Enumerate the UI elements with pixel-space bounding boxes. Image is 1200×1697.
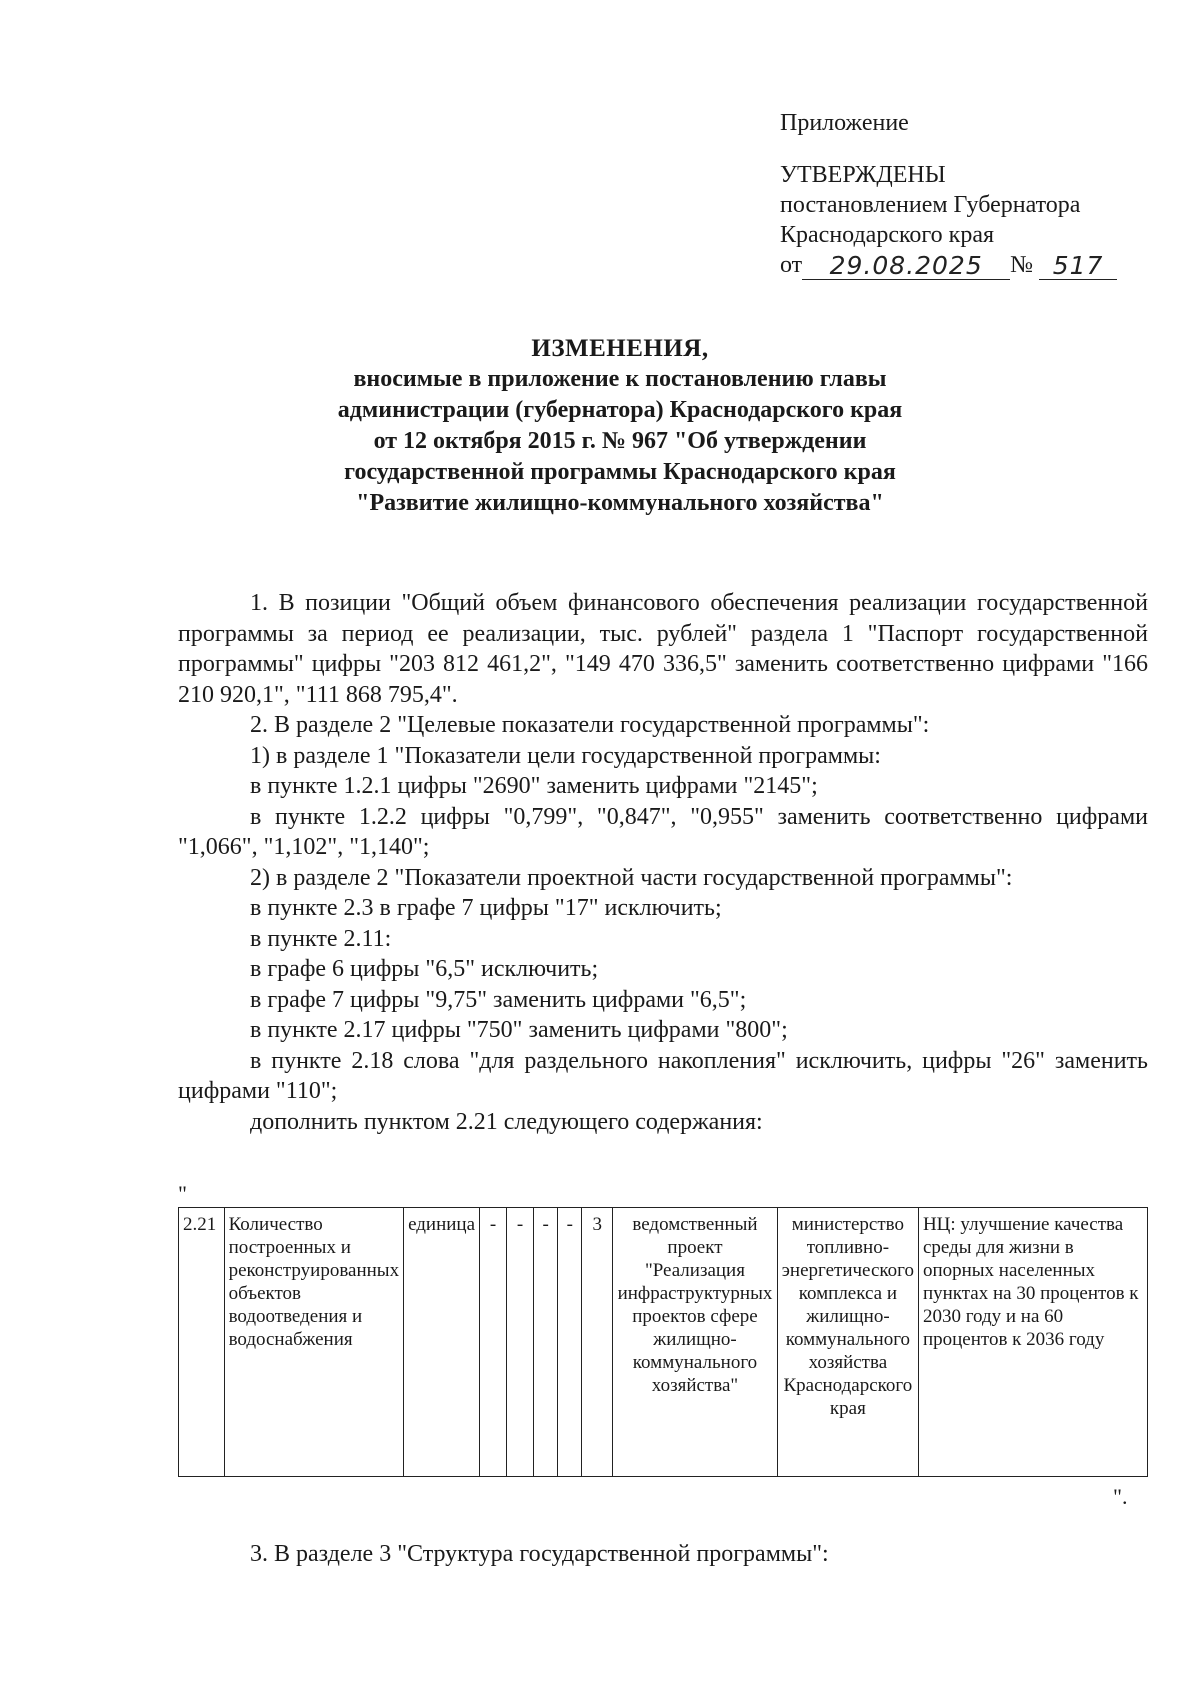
title-main: ИЗМЕНЕНИЯ, <box>531 335 709 362</box>
paragraph-6: 2) в разделе 2 "Показатели проектной части государственной программы": <box>250 864 1013 891</box>
approval-block <box>780 108 1117 280</box>
quote-open: " <box>178 1181 187 1206</box>
date-prefix: от <box>780 252 803 278</box>
title-line: администрации (губернатора) Краснодарского края <box>337 397 903 423</box>
title-line: государственной программы Краснодарского края <box>344 459 896 485</box>
title-line: вносимые в приложение к постановлению главы <box>353 366 887 392</box>
cell-col6: - <box>534 1208 558 1477</box>
title-line: от 12 октября 2015 г. № 967 "Об утверждении <box>373 428 867 454</box>
body-text <box>178 588 1148 1137</box>
approval-line-1: постановлением Губернатора <box>780 192 1081 218</box>
paragraph-5: в пункте 1.2.2 цифры "0,799", "0,847", "0,955" заменить соответственно цифрами "1,066", "1,102", "1,140"; <box>178 803 1148 860</box>
handwritten-number: 517 <box>1039 253 1117 280</box>
title-line: "Развитие жилищно-коммунального хозяйства" <box>356 490 884 516</box>
paragraph-8: в пункте 2.11: <box>250 925 392 952</box>
cell-col8: 3 <box>582 1208 613 1477</box>
cell-col5: - <box>507 1208 534 1477</box>
cell-ministry: министерство топливно-энергетического комплекса и жилищно-коммунального хозяйства Краснодарского края <box>777 1208 918 1477</box>
document-title <box>250 333 990 519</box>
paragraph-1: 1. В позиции "Общий объем финансового обеспечения реализации государственной программы за период ее реализации, тыс. рублей" раздела 1 "Паспорт государственной программы" цифры "203 812 461,2", "149 470 336,5" заменить соответственно цифрами "166 210 920,1", "111 868 795,4". <box>178 590 1148 708</box>
inserted-row-table <box>178 1207 1148 1477</box>
approved-label: УТВЕРЖДЕНЫ <box>780 162 946 188</box>
cell-number: 2.21 <box>179 1208 225 1477</box>
handwritten-date: 29.08.2025 <box>802 253 1010 280</box>
cell-goal: НЦ: улучшение качества среды для жизни в опорных населенных пунктах на 30 процентов к 2030 году и на 60 процентов к 2036 году <box>918 1208 1147 1477</box>
paragraph-3: 1) в разделе 1 "Показатели цели государственной программы: <box>250 742 881 769</box>
paragraph-12: в пункте 2.18 слова "для раздельного накопления" исключить, цифры "26" заменить цифрами "110"; <box>178 1047 1148 1104</box>
cell-project: ведомственный проект "Реализация инфраструктурных проектов сфере жилищно-коммунального хозяйства" <box>613 1208 778 1477</box>
cell-indicator-name: Количество построенных и реконструированных объектов водоотведения и водоснабжения <box>224 1208 404 1477</box>
paragraph-11: в пункте 2.17 цифры "750" заменить цифрами "800"; <box>250 1017 788 1043</box>
cell-col7: - <box>558 1208 582 1477</box>
paragraph-9: в графе 6 цифры "6,5" исключить; <box>250 956 599 982</box>
paragraph-7: в пункте 2.3 в графе 7 цифры "17" исключить; <box>250 895 722 921</box>
section-3-line: 3. В разделе 3 "Структура государственной программы": <box>250 1541 829 1567</box>
approval-line-2: Краснодарского края <box>780 222 995 248</box>
paragraph-4: в пункте 1.2.1 цифры "2690" заменить цифрами "2145"; <box>250 773 818 799</box>
paragraph-10: в графе 7 цифры "9,75" заменить цифрами "6,5"; <box>250 986 747 1013</box>
cell-unit: единица <box>404 1208 480 1477</box>
appendix-label: Приложение <box>780 110 909 136</box>
number-prefix: № <box>1010 252 1034 278</box>
quote-close: ". <box>1113 1484 1128 1509</box>
table-row <box>179 1208 1148 1477</box>
paragraph-13: дополнить пунктом 2.21 следующего содержания: <box>250 1108 763 1135</box>
date-number-line <box>780 250 1117 280</box>
cell-col4: - <box>480 1208 507 1477</box>
paragraph-2: 2. В разделе 2 "Целевые показатели государственной программы": <box>250 712 930 738</box>
